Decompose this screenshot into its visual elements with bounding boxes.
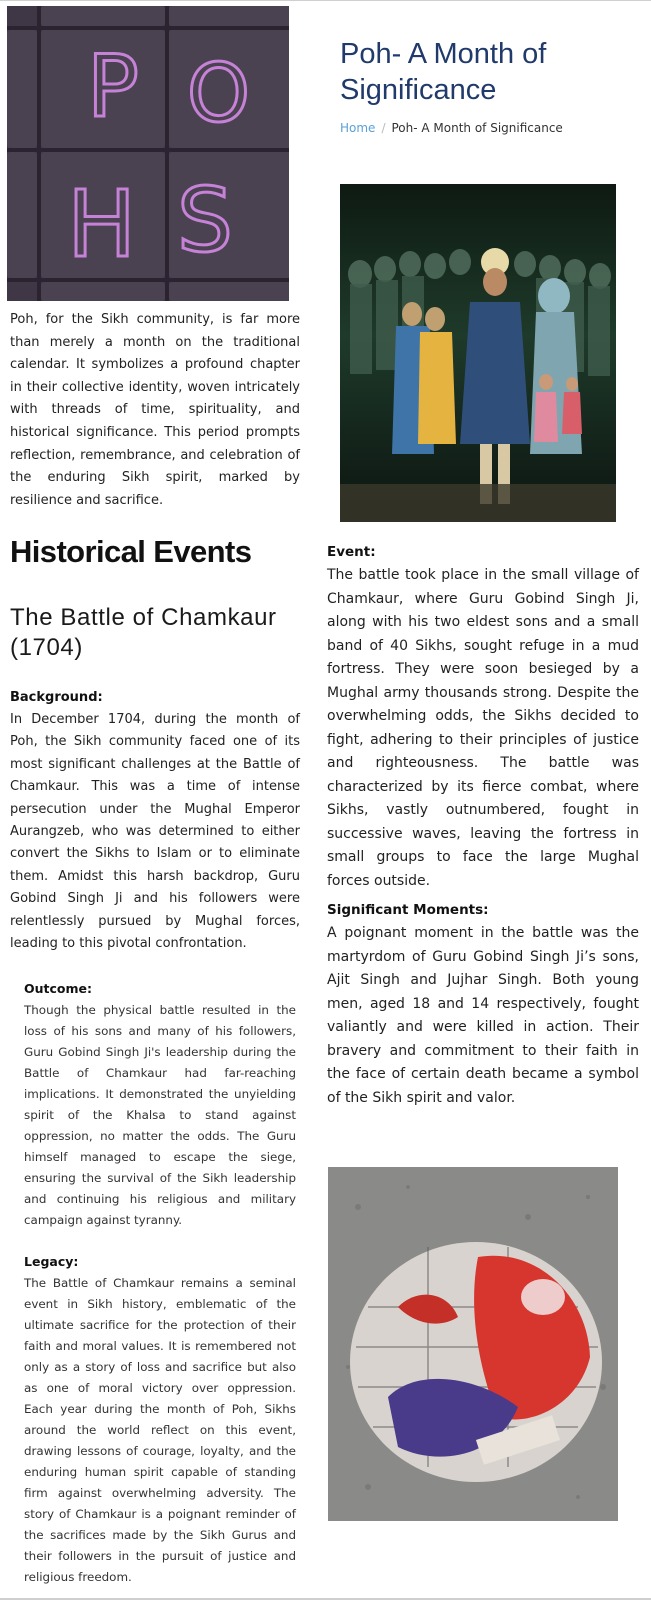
- event-section: [327, 544, 639, 893]
- intro-paragraph: Poh, for the Sikh community, is far more than merely a month on the traditional calendar. It symbolizes a profound chapter in their collective identity, woven intricately with threads of time, spirituality, and historical significance. This period prompts reflection, remembrance, and celebration of the enduring Sikh spirit, marked by resilience and sacrifice.: [10, 312, 300, 508]
- chalk-letter-s: S: [177, 169, 233, 272]
- hero-chalk-image: [7, 6, 289, 301]
- event-label: Event:: [327, 544, 376, 560]
- breadcrumb-home-link[interactable]: Home: [340, 121, 376, 135]
- moments-text: A poignant moment in the battle was the martyrdom of Guru Gobind Singh Ji’s sons, Ajit Singh and Jujhar Singh. Both young men, aged 18 and 14 respectively, fought valiantly and were killed in action. Their bravery and commitment to their faith in the face of certain death became a symbol of the Sikh spirit and valor.: [327, 925, 639, 1106]
- battle-title: The Battle of Chamkaur (1704): [10, 604, 277, 661]
- moments-section: [327, 902, 639, 1110]
- outcome-label: Outcome:: [24, 981, 92, 996]
- top-border: [0, 0, 651, 1]
- outcome-text: Though the physical battle resulted in the loss of his sons and many of his followers, Guru Gobind Singh Ji's leadership during the Battle of Chamkaur had far-reaching implications. It demonstrated the unyielding spirit of the Khalsa to stand against oppression, no matter the odds. The Guru himself managed to escape the siege, ensuring the survival of the Sikh leadership and continuing his religious and military campaign against tyranny.: [24, 1003, 296, 1227]
- background-label: Background:: [10, 690, 103, 705]
- breadcrumb-current: Poh- A Month of Significance: [391, 121, 563, 135]
- moments-label: Significant Moments:: [327, 902, 489, 918]
- background-text: In December 1704, during the month of Poh, the Sikh community faced one of its most significant challenges at the Battle of Chamkaur. This was a time of intense persecution under the Mughal Emperor Aurangzeb, who was determined to either convert the Sikhs to Islam or to eliminate them. Amidst this harsh backdrop, Guru Gobind Singh Ji and his followers were relentlessly pursued by Mughal forces, leading to this pivotal confrontation.: [10, 712, 300, 952]
- breadcrumb-separator: /: [381, 121, 386, 135]
- guru-painting-image: [340, 184, 616, 522]
- legacy-text: The Battle of Chamkaur remains a seminal event in Sikh history, emblematic of the ultimate sacrifice for the protection of their faith and moral values. It is remembered not only as a story of loss and sacrifice but also as one of moral victory over oppression. Each year during the month of Poh, Sikhs around the world reflect on this event, drawing lessons of courage, loyalty, and the enduring human spirit capable of standing firm against overwhelming adversity. The story of Chamkaur is a poignant reminder of the sacrifices made by the Sikh Gurus and their followers in the pursuit of justice and religious freedom.: [24, 1276, 296, 1584]
- legacy-label: Legacy:: [24, 1254, 79, 1269]
- outcome-section: [24, 981, 296, 1231]
- breadcrumb: [340, 121, 563, 135]
- page-title: Poh- A Month of Significance: [340, 38, 547, 106]
- chalk-letter-h: H: [67, 171, 137, 278]
- background-section: [10, 690, 300, 955]
- chalk-letter-o: O: [187, 47, 250, 140]
- legacy-section: [24, 1254, 296, 1588]
- chalk-letter-p: P: [87, 37, 139, 137]
- painted-ball-image: [328, 1167, 618, 1521]
- event-text: The battle took place in the small village of Chamkaur, where Guru Gobind Singh Ji, along with his two eldest sons and a small band of 40 Sikhs, sought refuge in a mud fortress. They were soon besieged by a Mughal army thousands strong. Despite the overwhelming odds, the Sikhs decided to fight, adhering to their principles of justice and righteousness. The battle was characterized by its fierce combat, where Sikhs, vastly outnumbered, fought in successive waves, leaving the fortress in small groups to face the large Mughal forces outside.: [327, 567, 639, 889]
- historical-events-heading: Historical Events: [10, 534, 252, 569]
